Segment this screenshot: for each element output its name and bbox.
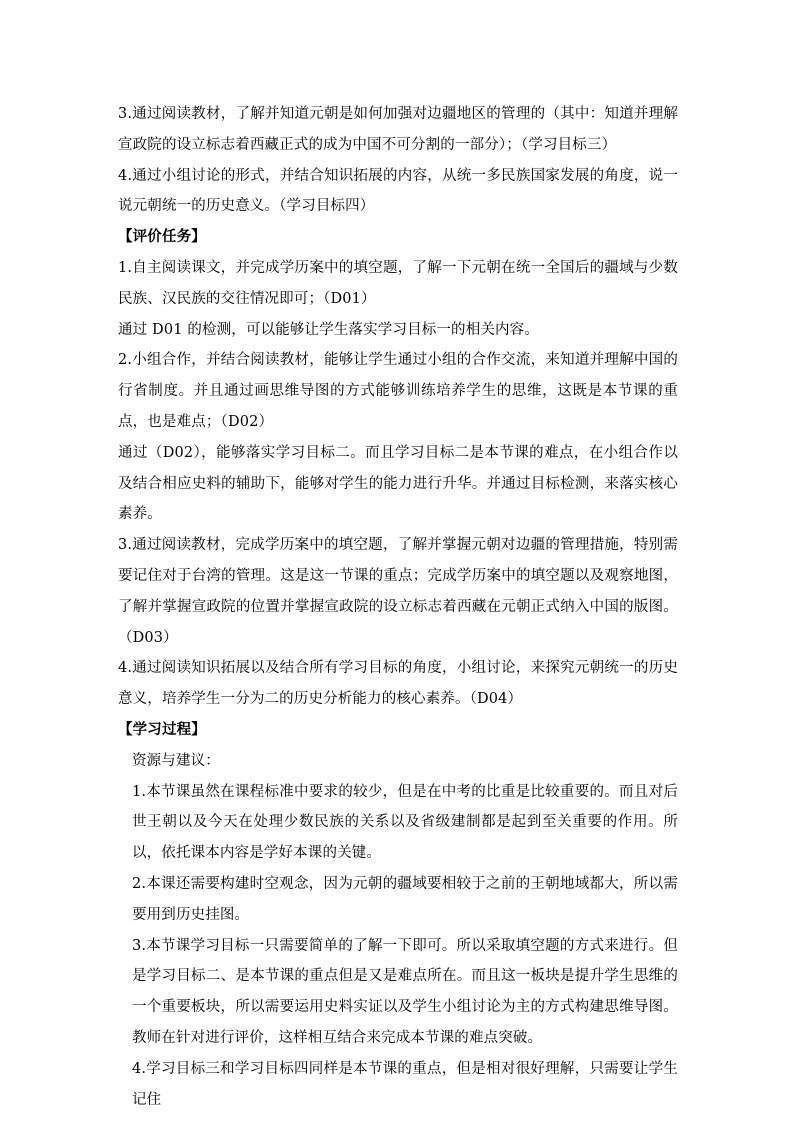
learning-goal-4: 4.通过小组讨论的形式，并结合知识拓展的内容，从统一多民族国家发展的角度，说一说元朝统一的历史意义。（学习目标四） [118,167,678,215]
resource-item-1: 1.本节课虽然在课程标准中要求的较少，但是在中考的比重是比较重要的。而且对后世王朝以及今天在处理少数民族的关系以及省级建制都是起到至关重要的作用。所以，依托课本内容是学好本课的关键。 [132,783,678,862]
resource-item-4: 4.学习目标三和学习目标四同样是本节课的重点，但是相对很好理解，只需要让学生记住 [132,1060,678,1108]
evaluation-item-4: 4.通过阅读知识拓展以及结合所有学习目标的角度，小组讨论，来探究元朝统一的历史意义，培养学生一分为二的历史分析能力的核心素养。（D04） [118,660,678,708]
evaluation-heading: 【评价任务】 [118,228,206,246]
process-heading: 【学习过程】 [118,720,206,738]
evaluation-item-1: 1.自主阅读课文，并完成学历案中的填空题，了解一下元朝在统一全国后的疆域与少数民族、汉民族的交往情况即可；（D01） [118,259,678,307]
resources-label: 资源与建议： [132,752,220,769]
evaluation-item-3: 3.通过阅读教材，完成学历案中的填空题，了解并掌握元朝对边疆的管理措施，特别需要记住对于台湾的管理。这是这一节课的重点；完成学历案中的填空题以及观察地图，了解并掌握宣政院的位置并掌握宣政院的设立标志着西藏在元朝正式纳入中国的版图。（D03） [118,537,678,646]
evaluation-note-2: 通过（D02），能够落实学习目标二。而且学习目标二是本节课的难点，在小组合作以及结合相应史料的辅助下，能够对学生的能力进行升华。并通过目标检测，来落实核心素养。 [118,444,678,523]
resource-item-2: 2.本课还需要构建时空观念，因为元朝的疆域要相较于之前的王朝地域都大，所以需要用到历史挂图。 [132,875,678,923]
evaluation-item-2: 2.小组合作，并结合阅读教材，能够让学生通过小组的合作交流，来知道并理解中国的行省制度。并且通过画思维导图的方式能够训练培养学生的思维，这既是本节课的重点，也是难点；（D02） [118,352,678,430]
resource-item-3: 3.本节课学习目标一只需要简单的了解一下即可。所以采取填空题的方式来进行。但是学习目标二、是本节课的重点但是又是难点所在。而且这一板块是提升学生思维的一个重要板块，所以需要运用史料实证以及学生小组讨论为主的方式构建思维导图。教师在针对进行评价，这样相互结合来完成本节课的难点突破。 [132,937,678,1046]
learning-goal-3: 3.通过阅读教材，了解并知道元朝是如何加强对边疆地区的管理的（其中：知道并理解宣政院的设立标志着西藏正式的成为中国不可分割的一部分）；（学习目标三） [118,106,678,153]
evaluation-note-1: 通过 D01 的检测，可以能够让学生落实学习目标一的相关内容。 [118,321,539,338]
document-page [118,99,678,1115]
